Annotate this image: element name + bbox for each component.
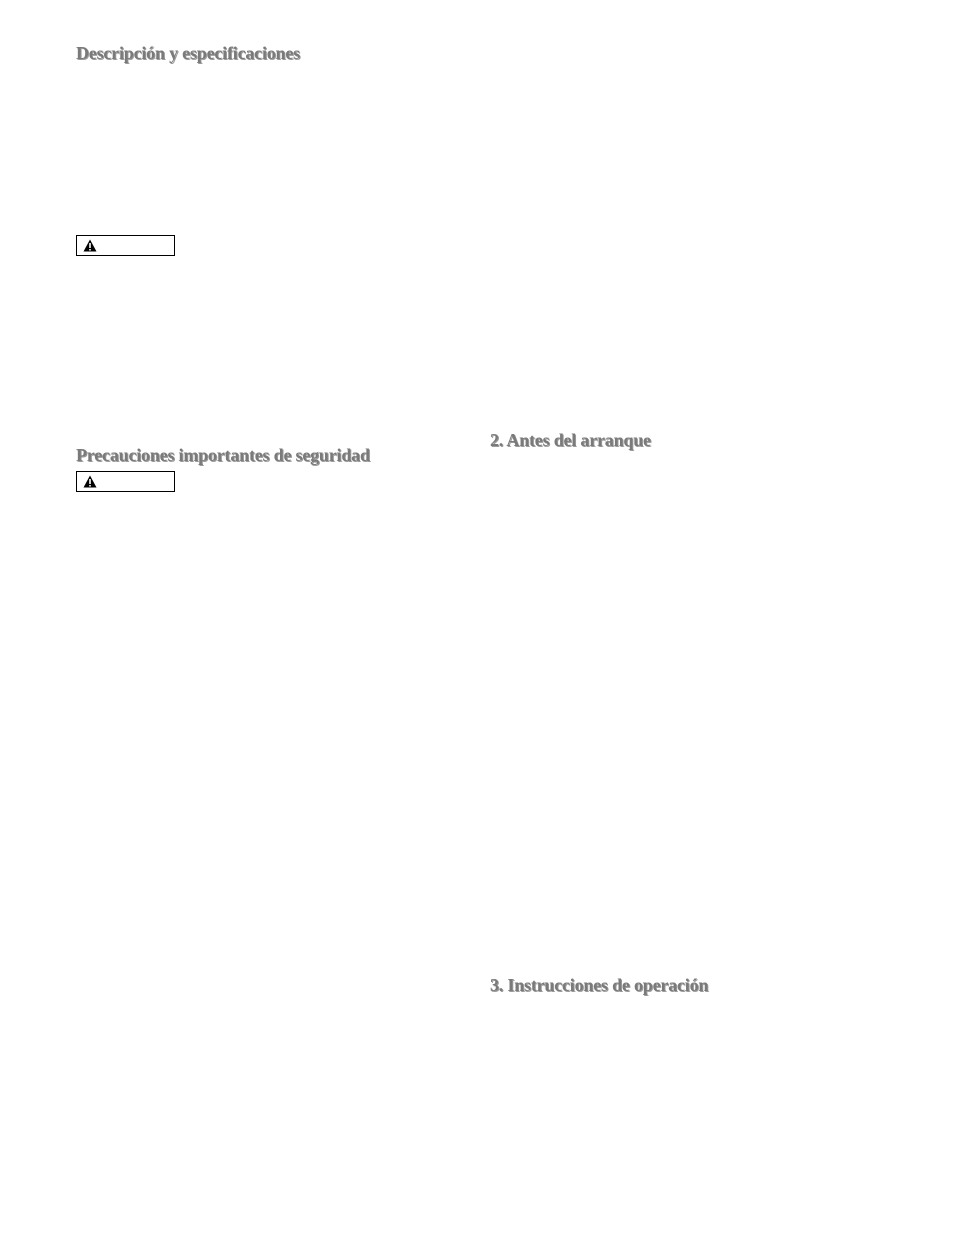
section-heading-operating-instructions: 3. Instrucciones de operación xyxy=(490,975,709,995)
warning-triangle-icon xyxy=(83,239,97,252)
section-heading-safety-precautions: Precauciones importantes de seguridad xyxy=(76,445,370,465)
section-heading-description: Descripción y especificaciones xyxy=(76,43,300,63)
section-heading-before-start: 2. Antes del arranque xyxy=(490,430,651,450)
warning-triangle-icon xyxy=(83,475,97,488)
warning-label-box xyxy=(76,471,175,492)
warning-label-box xyxy=(76,235,175,256)
